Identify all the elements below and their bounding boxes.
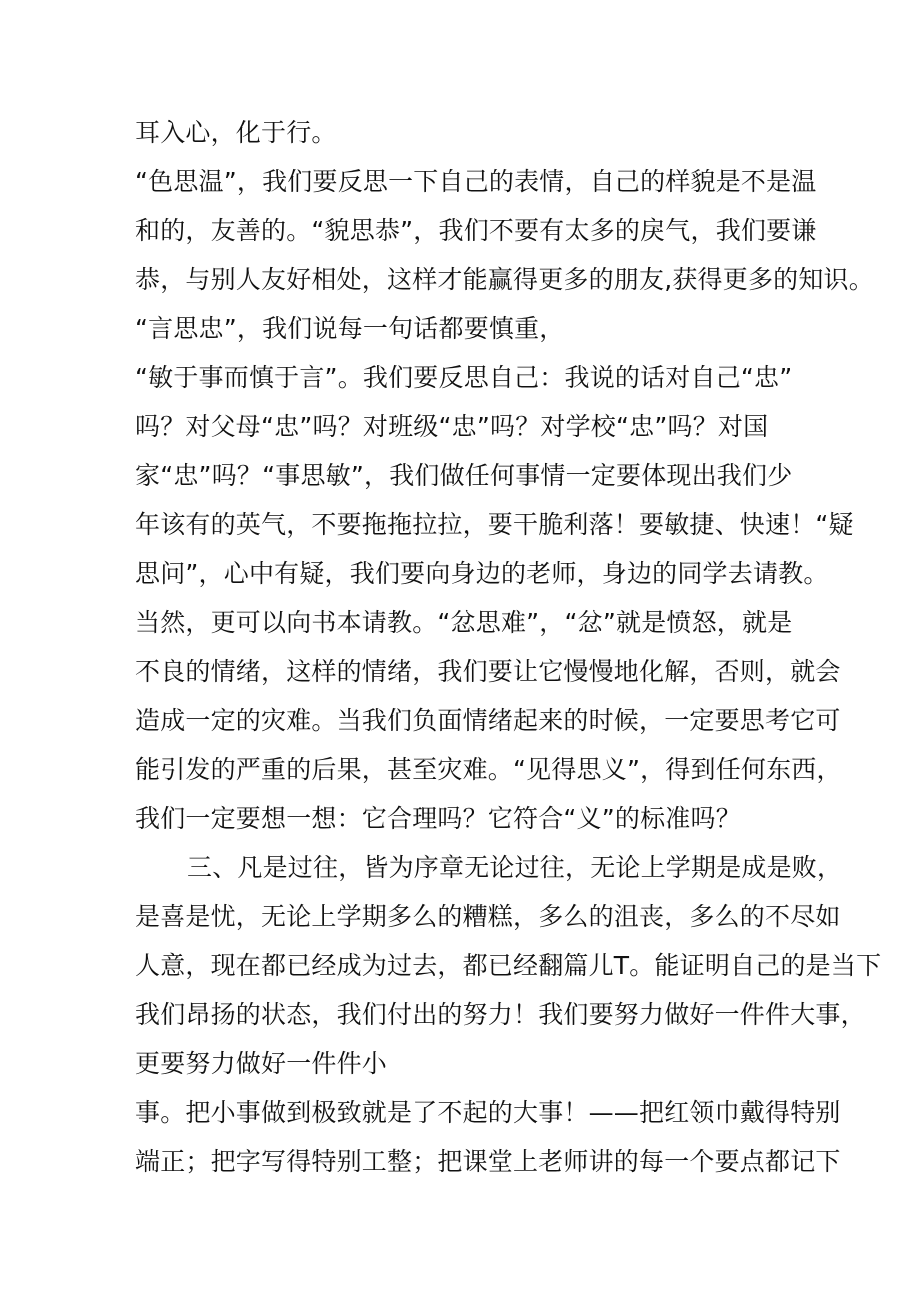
text-line: 是喜是忧，无论上学期多么的糟糕，多么的沮丧，多么的不尽如	[135, 902, 841, 931]
text-line: 和的，友善的。“貌思恭”，我们不要有太多的戾气，我们要谦	[135, 216, 817, 245]
text-line: 恭，与别人友好相处，这样才能赢得更多的朋友,获得更多的知识。	[135, 265, 874, 294]
text-line: “敏于事而慎于言”。我们要反思自己：我说的话对自己“忠”	[135, 363, 793, 392]
text-line: 人意，现在都已经成为过去，都已经翻篇儿T。能证明自己的是当下	[135, 951, 882, 980]
text-line: 家“忠”吗？“事思敏”，我们做任何事情一定要体现出我们少	[135, 461, 793, 490]
text-line: 思问”，心中有疑，我们要向身边的老师，身边的同学去请教。	[135, 559, 829, 588]
text-line: “言思忠”，我们说每一句话都要慎重，	[135, 314, 565, 343]
text-line: 不良的情绪，这样的情绪，我们要让它慢慢地化解，否则，就会	[135, 657, 841, 686]
text-line: 我们昂扬的状态，我们付出的努力！我们要努力做好一件件大事，	[135, 1000, 866, 1029]
text-line: 我们一定要想一想：它合理吗？它符合“义”的标准吗？	[135, 804, 741, 833]
text-line: 端正；把字写得特别工整；把课堂上老师讲的每一个要点都记下	[135, 1147, 841, 1176]
text-line: 能引发的严重的后果，甚至灾难。“见得思义”，得到任何东西，	[135, 755, 842, 784]
text-line: 更要努力做好一件件小	[135, 1049, 388, 1078]
text-line: “色思温”，我们要反思一下自己的表情，自己的样貌是不是温	[135, 167, 817, 196]
text-line: 耳入心，化于行。	[135, 118, 337, 147]
section-heading-line: 三、凡是过往，皆为序章无论过往，无论上学期是成是败，	[187, 853, 843, 882]
text-line: 当然，更可以向书本请教。“忿思难”，“忿”就是愤怒，就是	[135, 608, 793, 637]
text-line: 年该有的英气，不要拖拖拉拉，要干脆利落！要敏捷、快速！“疑	[135, 510, 854, 539]
text-line: 造成一定的灾难。当我们负面情绪起来的时候，一定要思考它可	[135, 706, 841, 735]
text-line: 事。把小事做到极致就是了不起的大事！——把红领巾戴得特别	[135, 1098, 841, 1127]
text-line: 吗？对父母“忠”吗？对班级“忠”吗？对学校“忠”吗？对国	[135, 412, 769, 441]
